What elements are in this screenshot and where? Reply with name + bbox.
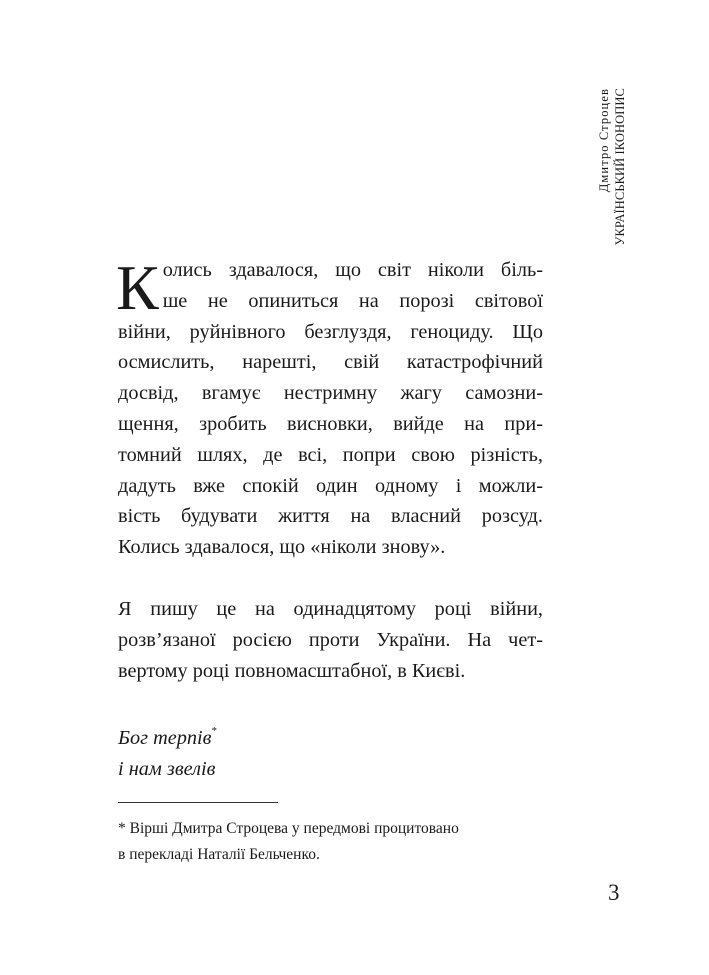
footnote-marker: * [211, 725, 217, 737]
main-text [116, 252, 543, 686]
footnote-divider [118, 802, 278, 803]
text-line: дадуть вже спокій один одному і можли- [118, 474, 543, 497]
poem-excerpt [118, 716, 217, 785]
paragraph-2 [118, 594, 543, 686]
footnote-line: * Вірші Дмитра Строцева у передмові процитовано [118, 820, 459, 837]
page-number: 3 [608, 880, 620, 905]
footnote [118, 816, 558, 868]
text-line: Я пишу це на одинадцятому році війни, [118, 597, 543, 620]
text-line: вертому році повномасштабної, в Києві. [118, 659, 466, 682]
running-head [596, 88, 634, 260]
text-line: досвід, вгамує нестримну жагу самозни- [118, 382, 543, 405]
text-line: війни, руйнівного безглуздя, геноциду. Що [118, 320, 543, 343]
text-line: щення, зробить висновки, вийде на при- [118, 412, 543, 435]
text-line: томний шлях, де всі, попри свою різність, [118, 443, 543, 466]
text-line: розв’язаної росією проти України. На чет- [118, 628, 543, 651]
running-head-title: УКРАЇНСЬКИЙ ІКОНОПИС [613, 88, 627, 246]
paragraph-1 [116, 252, 543, 563]
drop-cap: К [116, 252, 159, 323]
poem-line-1: Бог терпів* [118, 725, 217, 749]
text-line: олись здавалося, що світ ніколи біль- [162, 259, 543, 281]
text-line: осмислить, нарешті, свій катастрофічний [118, 351, 543, 374]
text-line: ше не опиниться на порозі світової [162, 289, 543, 312]
running-head-author: Дмитро Строцев [597, 88, 611, 193]
text-line: вість будувати життя на власний розсуд. [118, 505, 543, 528]
text-line: Колись здавалося, що «ніколи знову». [118, 536, 446, 559]
footnote-line: в перекладі Наталії Бельченко. [118, 846, 320, 863]
poem-line-2: і нам звелів [118, 757, 216, 780]
